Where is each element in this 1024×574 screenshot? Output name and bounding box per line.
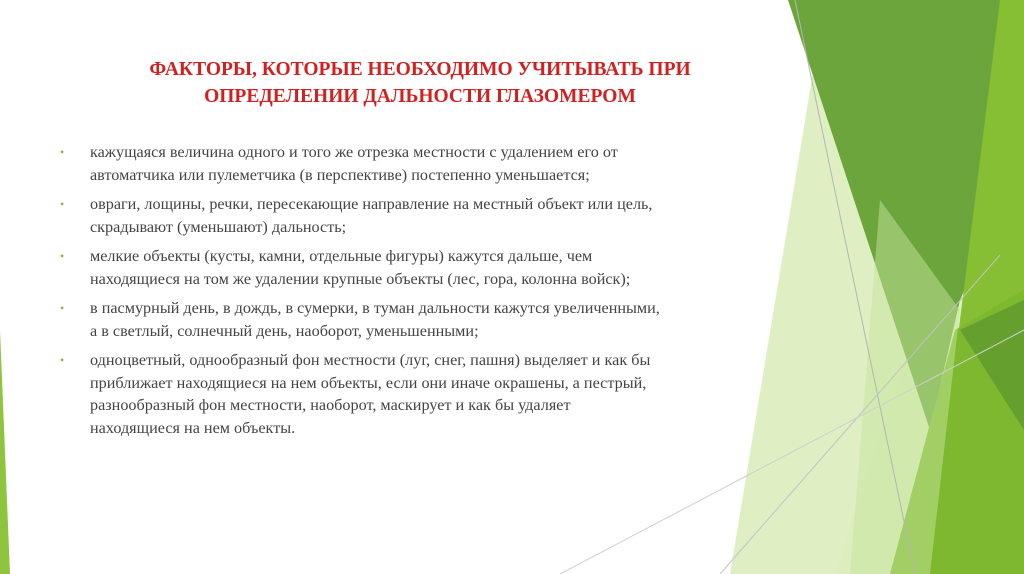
bullet-list [60, 141, 772, 446]
bullet-2-line-1: овраги, лощины, речки, пересекающие направление на местный объект или цель, [90, 195, 653, 213]
bullet-3-line-1: мелкие объекты (кусты, камни, отдельные фигуры) кажутся дальше, чем [90, 247, 593, 265]
bullet-4-line-2: а в светлый, солнечный день, наоборот, уменьшенными; [90, 321, 479, 340]
bullet-dot-icon: • [60, 197, 65, 211]
slide-title [60, 56, 780, 110]
bullet-5-line-3: разнообразный фон местности, наоборот, маскирует и как бы удаляет [90, 396, 571, 414]
bullet-1-line-2: автоматчика или пулеметчика (в перспективе) постепенно уменьшается; [90, 165, 590, 184]
bullet-2-line-2: скрадывают (уменьшают) дальность; [90, 217, 347, 236]
bullet-dot-icon: • [60, 353, 65, 367]
bullet-item-4 [60, 297, 772, 342]
title-line-1: ФАКТОРЫ, КОТОРЫЕ НЕОБХОДИМО УЧИТЫВАТЬ ПРИ [149, 59, 691, 80]
left-edge-green-sliver [0, 330, 10, 574]
bullet-3-line-2: находящиеся на том же удалении крупные объекты (лес, гора, колонна войск); [90, 269, 631, 288]
bullet-5-line-1: одноцветный, однообразный фон местности (луг, снег, пашня) выделяет и как бы [90, 351, 651, 369]
bullet-item-3 [60, 245, 772, 290]
bullet-dot-icon: • [60, 249, 65, 263]
bullet-4-line-1: в пасмурный день, в дождь, в сумерки, в туман дальности кажутся увеличенными, [90, 299, 660, 317]
bullet-item-5 [60, 349, 772, 439]
bullet-5-line-4: находящиеся на нем объекты. [90, 418, 296, 437]
bullet-1-line-1: кажущаяся величина одного и того же отрезка местности с удалением его от [90, 143, 618, 161]
bullet-item-2 [60, 193, 772, 238]
bullet-dot-icon: • [60, 301, 65, 315]
bullet-5-line-2: приближает находящиеся на нем объекты, если они иначе окрашены, а пестрый, [90, 373, 647, 392]
bullet-dot-icon: • [60, 145, 65, 159]
bullet-item-1 [60, 141, 772, 186]
title-line-2: ОПРЕДЕЛЕНИИ ДАЛЬНОСТИ ГЛАЗОМЕРОМ [204, 86, 636, 107]
